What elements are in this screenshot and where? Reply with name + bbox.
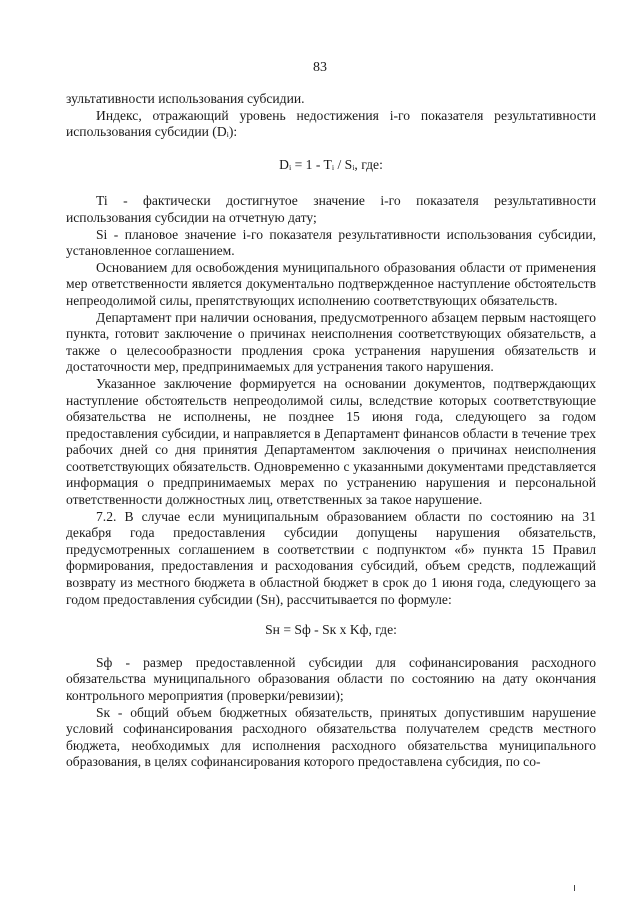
document-body	[66, 91, 596, 771]
formula-di: Dᵢ = 1 - Tᵢ / Sᵢ, где:	[279, 156, 383, 172]
paragraph-index-definition: Индекс, отражающий уровень недостижения i-го показателя результативности использования субсидии (Dᵢ):	[66, 107, 596, 140]
paragraph-sk-definition: Sк - общий объем бюджетных обязательств, принятых допустившим нарушение условий софинансирования расходного обязательства получателем средств местного бюджета, необходимых для исполнения расходного обязательства муниципального образования, в целях софинансирования которого предоставлена субсидия, по со-	[66, 704, 596, 770]
formula-sn: Sн = Sф - Sк x Kф, где:	[265, 622, 397, 638]
paragraph-continuation: зультативности использования субсидии.	[66, 91, 305, 106]
paragraph-ti-definition: Ti - фактически достигнутое значение i-го показателя результативности использования субсидии на отчетную дату;	[66, 193, 596, 225]
scan-mark	[574, 885, 575, 891]
paragraph-si-definition: Si - плановое значение i-го показателя результативности использования субсидии, установленное соглашением.	[66, 226, 596, 259]
paragraph-force-majeure: Основанием для освобождения муниципального образования области от применения мер ответственности является документально подтвержденное наступление обстоятельств непреодолимой силы, препятствующих исполнению соответствующих обязательств.	[66, 259, 596, 308]
page-number: 83	[313, 60, 327, 75]
paragraph-department-conclusion: Департамент при наличии основания, предусмотренного абзацем первым настоящего пункта, готовит заключение о причинах неисполнения соответствующих обязательств, а также о целесообразности продления срока устранения нарушения обязательств и достаточности мер, предпринимаемых для устранения такого нарушения.	[66, 309, 596, 375]
paragraph-7-2: 7.2. В случае если муниципальным образованием области по состоянию на 31 декабря года предоставления субсидии допущены нарушения обязательств, предусмотренных соглашением в соответствии с подпунктом «б» пункта 15 Правил формирования, предоставления и расходования субсидий, объем средств, подлежащий возврату из местного бюджета в областной бюджет в срок до 1 июня года, следующего за годом предоставления субсидии (Sн), рассчитывается по формуле:	[66, 508, 596, 607]
paragraph-sf-definition: Sф - размер предоставленной субсидии для софинансирования расходного обязательства муниципального образования области по состоянию на дату окончания контрольного мероприятия (проверки/ревизии);	[66, 654, 596, 703]
paragraph-conclusion-documents: Указанное заключение формируется на основании документов, подтверждающих наступление обстоятельств непреодолимой силы, вследствие которых соответствующие обязательства не исполнены, не позднее 15 июня года, следующего за годом предоставления субсидии, и направляется в Департамент финансов области в течение трех рабочих дней со дня принятия Департаментом заключения о причинах неисполнения соответствующих обязательств. Одновременно с указанными документами представляется информация о предпринимаемых мерах по устранению нарушения и персональной ответственности должностных лиц, ответственных за такое нарушение.	[66, 375, 596, 508]
